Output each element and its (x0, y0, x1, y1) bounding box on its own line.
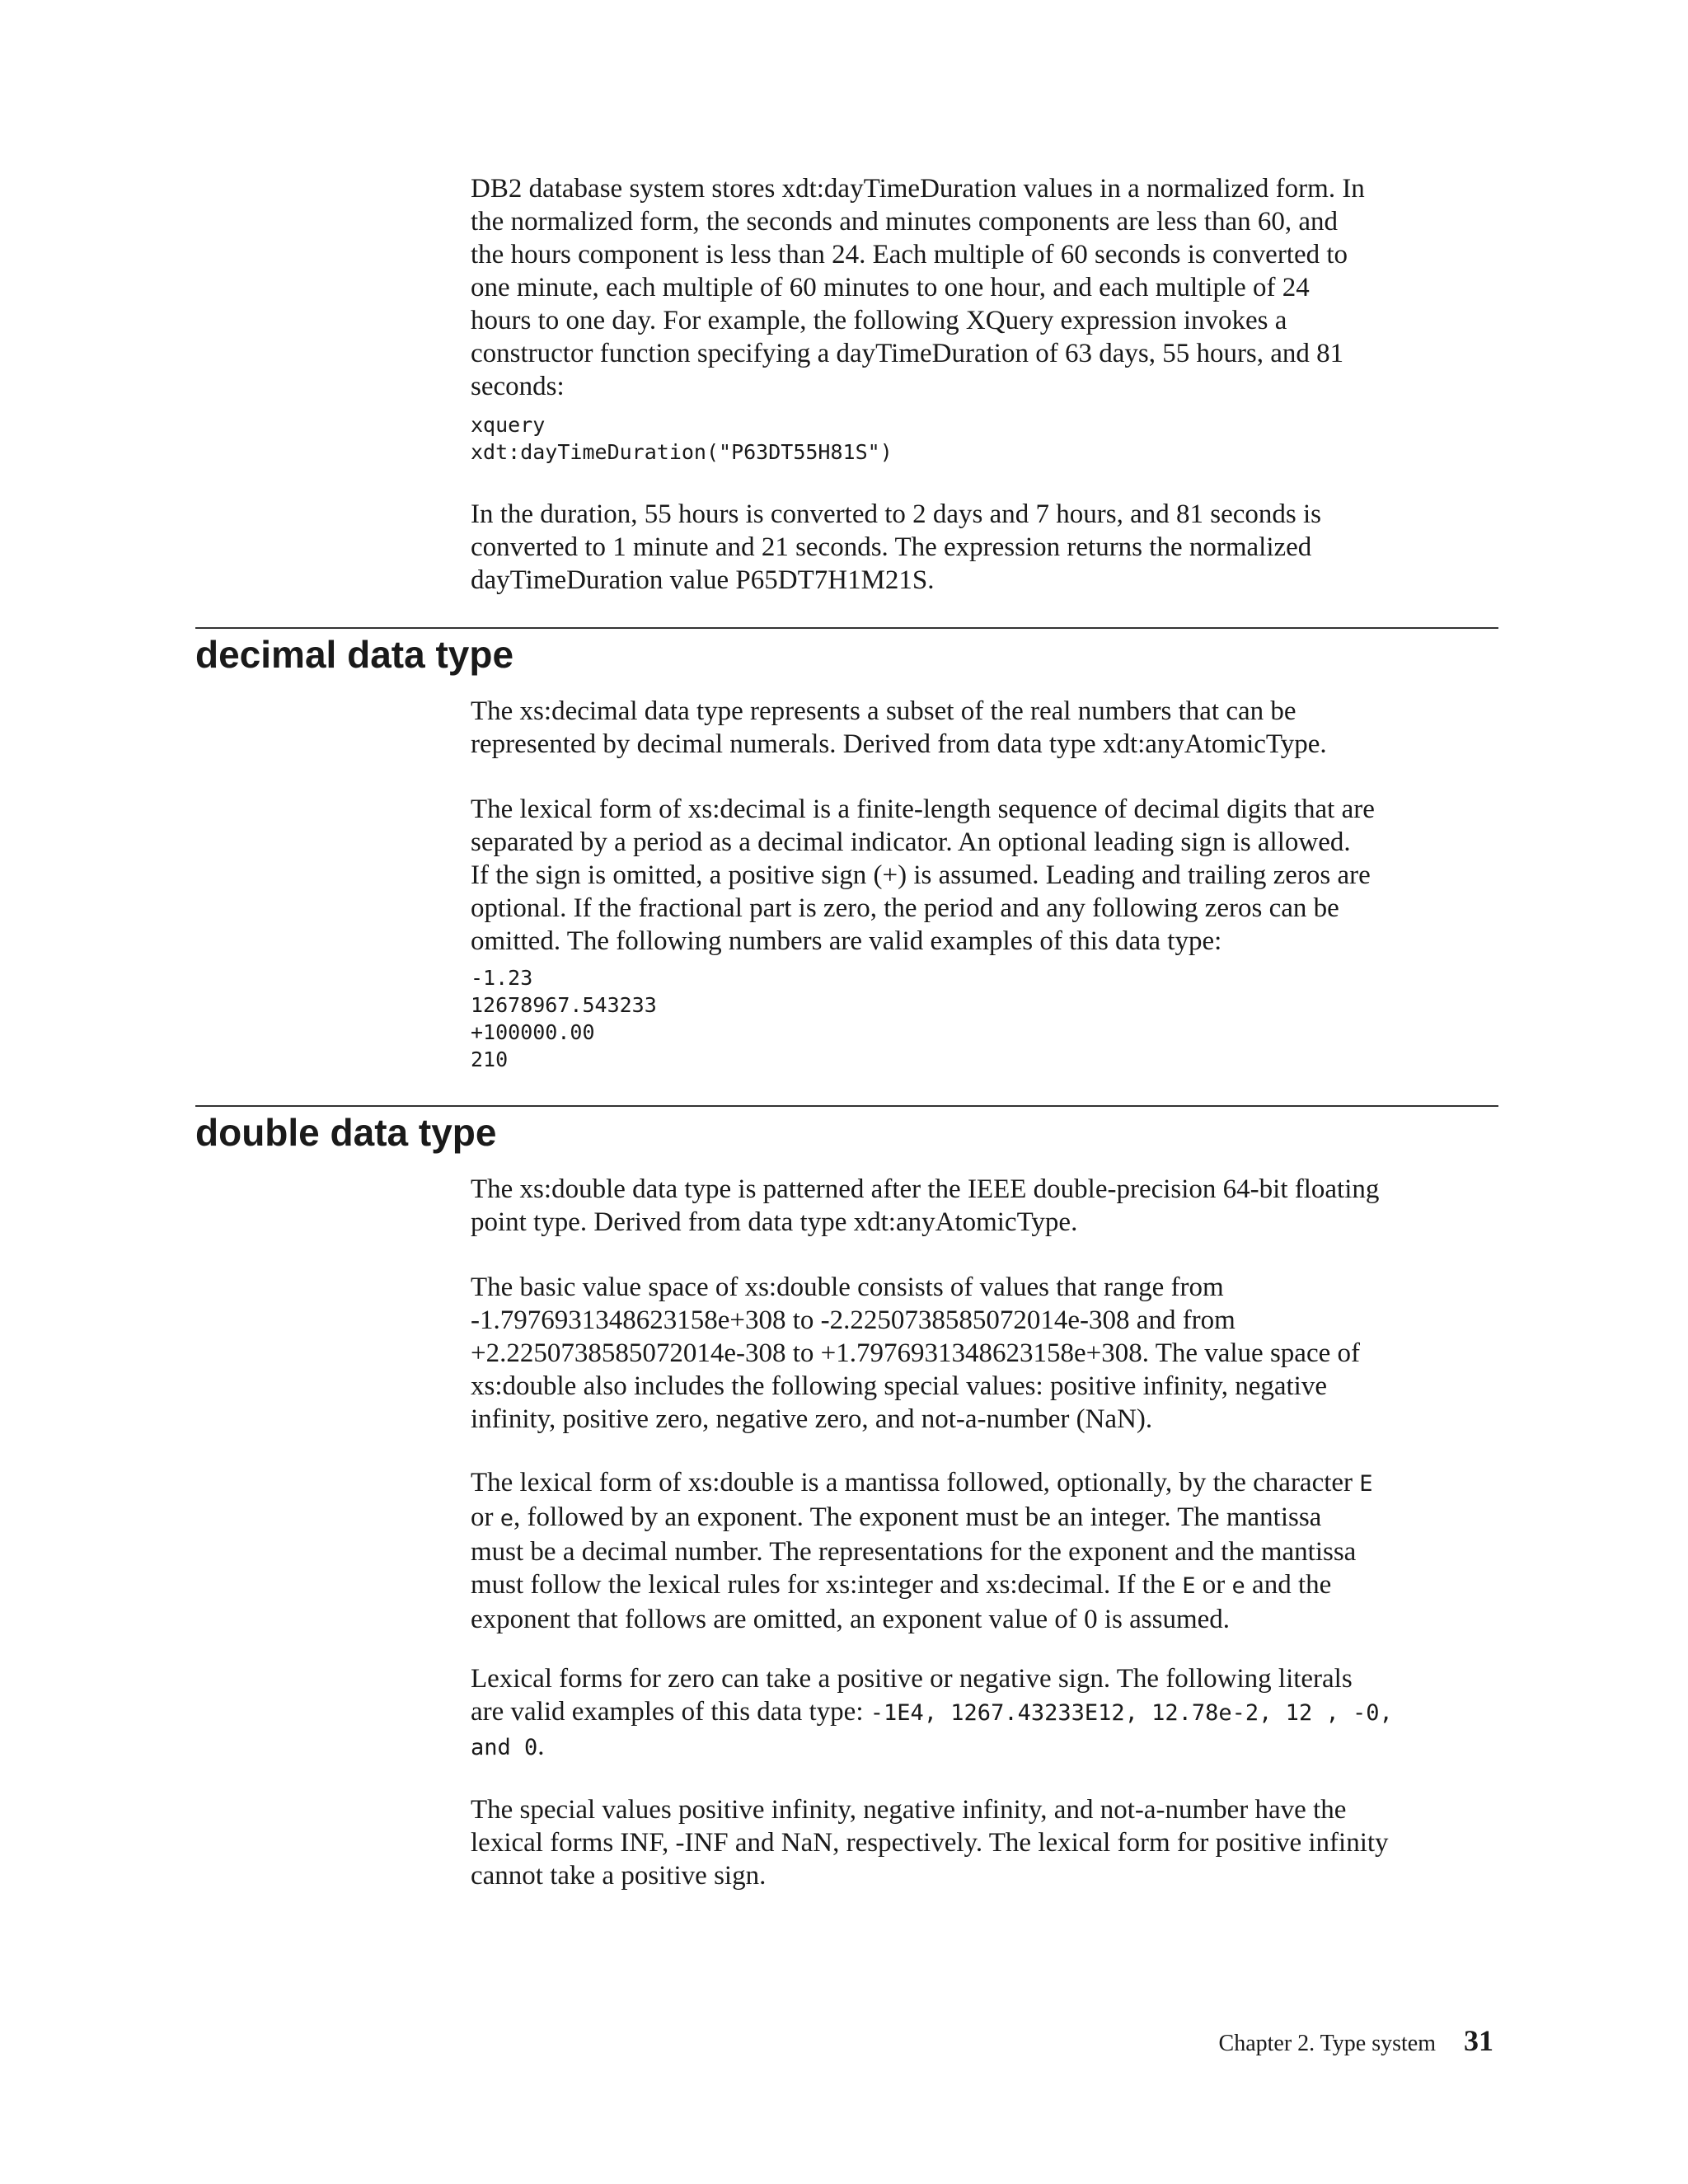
page-number: 31 (1464, 2024, 1493, 2057)
inline-code: E (1359, 1471, 1373, 1497)
decimal-code-block: -1.23 12678967.543233 +100000.00 210 (471, 966, 657, 1071)
decimal-text-1: The xs:decimal data type represents a subset of the real numbers that can be represented by decimal numerals. Derived from data type xdt:anyAtomicType. (471, 696, 1327, 759)
inline-code: e (1231, 1573, 1245, 1599)
decimal-paragraph-2 (471, 793, 1501, 958)
double-paragraph-1 (471, 1173, 1501, 1239)
page-footer (1219, 2023, 1493, 2058)
double-text-3: The lexical form of xs:double is a mantissa followed, optionally, by the character E or e, followed by an exponent. The exponent must be an integer. The mantissa must be a decimal number. The representations for the exponent and the mantissa must follow the lexical rules for xs:integer and xs:decimal. If the E or e and the exponent that follows are omitted, an exponent value of 0 is assumed. (471, 1468, 1373, 1634)
decimal-text-2: The lexical form of xs:decimal is a finite-length sequence of decimal digits that are separated by a period as a decimal indicator. An optional leading sign is allowed. If the sign is omitted, a positive sign (+) is assumed. Leading and trailing zeros are optional. If the fractional part is zero, the period and any following zeros can be omitted. The following numbers are valid examples of this data type: (471, 794, 1375, 956)
double-heading: double data type (195, 1111, 497, 1154)
double-text-2: The basic value space of xs:double consists of values that range from -1.7976931348623158e+308 to -2.2250738585072014e-308 and from +2.2250738585072014e-308 to +1.7976931348623158e+308. The value space of xs:double also includes the following special values: positive infinity, negative infinity, positive zero, negative zero, and not-a-number (NaN). (471, 1272, 1360, 1434)
footer-chapter: Chapter 2. Type system (1218, 2031, 1436, 2056)
intro-text-1: DB2 database system stores xdt:dayTimeDuration values in a normalized form. In the normalized form, the seconds and minutes components are less than 60, and the hours component is less than 24. Each multiple of 60 seconds is converted to one minute, each multiple of 60 minutes to one hour, and each multiple of 24 hours to one day. For example, the following XQuery expression invokes a constructor function specifying a dayTimeDuration of 63 days, 55 hours, and 81 seconds: (471, 174, 1365, 401)
intro-text-2: In the duration, 55 hours is converted to 2 days and 7 hours, and 81 seconds is converted to 1 minute and 21 seconds. The expression returns the normalized dayTimeDuration value P65DT7H1M21S. (471, 499, 1321, 595)
section-divider-decimal (195, 627, 1498, 629)
section-divider-double (195, 1105, 1498, 1107)
decimal-paragraph-1 (471, 695, 1501, 761)
inline-code: -1E4, 1267.43233E12, 12.78e-2, 12 , -0, and 0 (471, 1700, 1393, 1760)
intro-paragraph-2 (471, 498, 1501, 597)
double-text-4: Lexical forms for zero can take a positive or negative sign. The following literals are valid examples of this data type: -1E4, 1267.43233E12, 12.78e-2, 12 , -0, and 0. (471, 1664, 1393, 1761)
inline-code: E (1182, 1573, 1196, 1599)
intro-code-block: xquery xdt:dayTimeDuration("P63DT55H81S") (471, 413, 893, 464)
intro-paragraph-1 (471, 172, 1501, 403)
double-paragraph-2 (471, 1271, 1501, 1436)
double-text-1: The xs:double data type is patterned after the IEEE double-precision 64-bit floating point type. Derived from data type xdt:anyAtomicType. (471, 1174, 1380, 1237)
double-paragraph-3 (471, 1466, 1501, 1636)
double-text-5: The special values positive infinity, negative infinity, and not-a-number have the lexical forms INF, -INF and NaN, respectively. The lexical form for positive infinity cannot take a positive sign. (471, 1795, 1389, 1891)
inline-code: e (499, 1506, 514, 1531)
decimal-heading: decimal data type (195, 633, 514, 676)
double-paragraph-4 (471, 1662, 1501, 1765)
double-paragraph-5 (471, 1793, 1501, 1892)
